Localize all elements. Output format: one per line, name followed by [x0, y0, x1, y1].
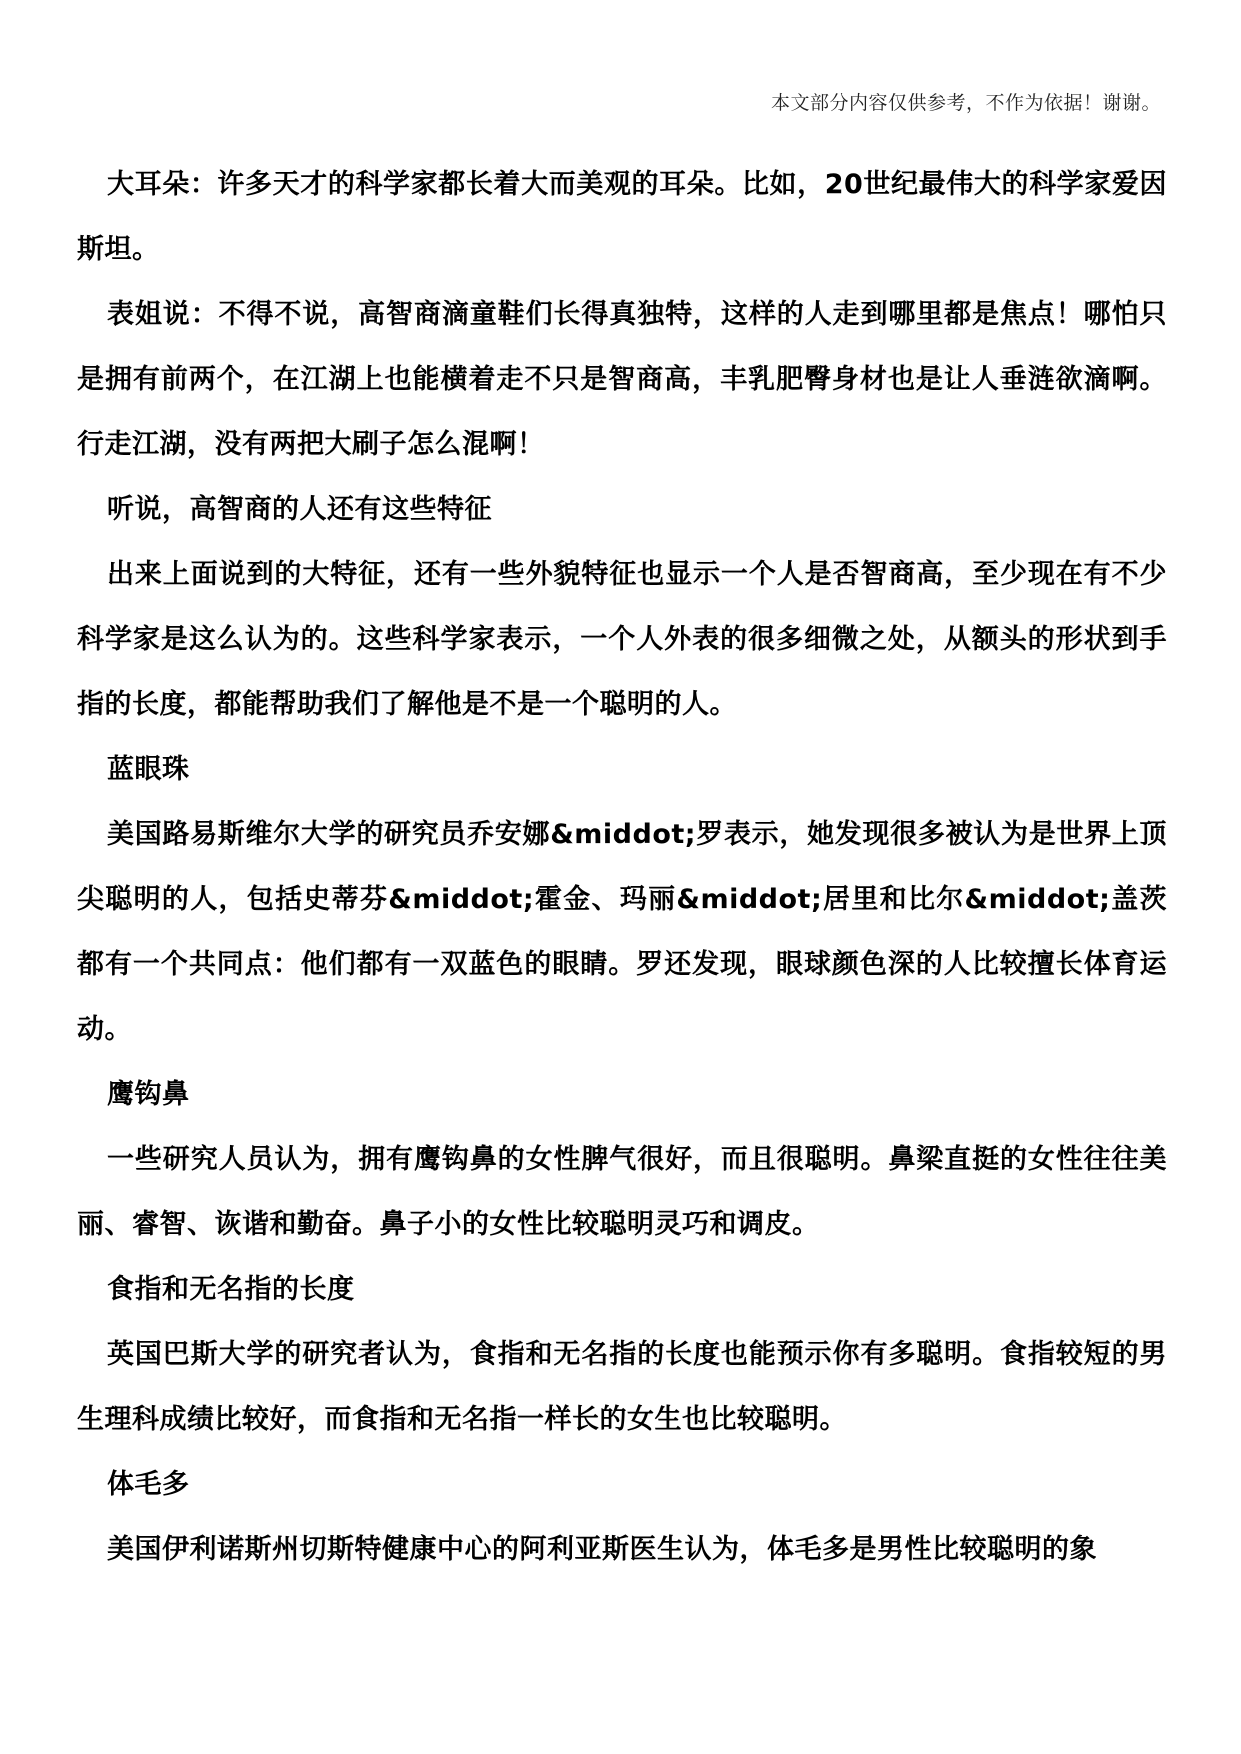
document-body	[77, 152, 1167, 1582]
section-heading-body-hair: 体毛多	[107, 1469, 190, 1500]
disclaimer-note: 本文部分内容仅供参考，不作为依据！谢谢。	[770, 92, 1161, 114]
paragraph-finger-length: 英国巴斯大学的研究者认为，食指和无名指的长度也能预示你有多聪明。食指较短的男生理科成绩比较好，而食指和无名指一样长的女生也比较聪明。	[77, 1339, 1167, 1435]
paragraph-blue-eyes: 美国路易斯维尔大学的研究员乔安娜&middot;罗表示，她发现很多被认为是世界上顶尖聪明的人，包括史蒂芬&middot;霍金、玛丽&middot;居里和比尔&middot;盖茨都有一个共同点：他们都有一双蓝色的眼睛。罗还发现，眼球颜色深的人比较擅长体育运动。	[77, 819, 1167, 1045]
paragraph-hooked-nose: 一些研究人员认为，拥有鹰钩鼻的女性脾气很好，而且很聪明。鼻梁直挺的女性往往美丽、睿智、诙谐和勤奋。鼻子小的女性比较聪明灵巧和调皮。	[77, 1144, 1167, 1240]
paragraph-body-hair: 美国伊利诺斯州切斯特健康中心的阿利亚斯医生认为，体毛多是男性比较聪明的象	[107, 1534, 1097, 1565]
paragraph-big-ears: 大耳朵：许多天才的科学家都长着大而美观的耳朵。比如，20世纪最伟大的科学家爱因斯坦。	[77, 169, 1167, 265]
section-heading-blue-eyes: 蓝眼珠	[107, 754, 190, 785]
section-heading-finger-length: 食指和无名指的长度	[107, 1274, 355, 1305]
section-heading-other-traits: 听说，高智商的人还有这些特征	[107, 494, 492, 525]
paragraph-cousin-says: 表姐说：不得不说，高智商滴童鞋们长得真独特，这样的人走到哪里都是焦点！哪怕只是拥有前两个，在江湖上也能横着走不只是智商高，丰乳肥臀身材也是让人垂涟欲滴啊。行走江湖，没有两把大刷子怎么混啊！	[77, 299, 1167, 460]
paragraph-appearance-traits: 出来上面说到的大特征，还有一些外貌特征也显示一个人是否智商高，至少现在有不少科学家是这么认为的。这些科学家表示，一个人外表的很多细微之处，从额头的形状到手指的长度，都能帮助我们了解他是不是一个聪明的人。	[77, 559, 1167, 720]
section-heading-hooked-nose: 鹰钩鼻	[107, 1079, 190, 1110]
